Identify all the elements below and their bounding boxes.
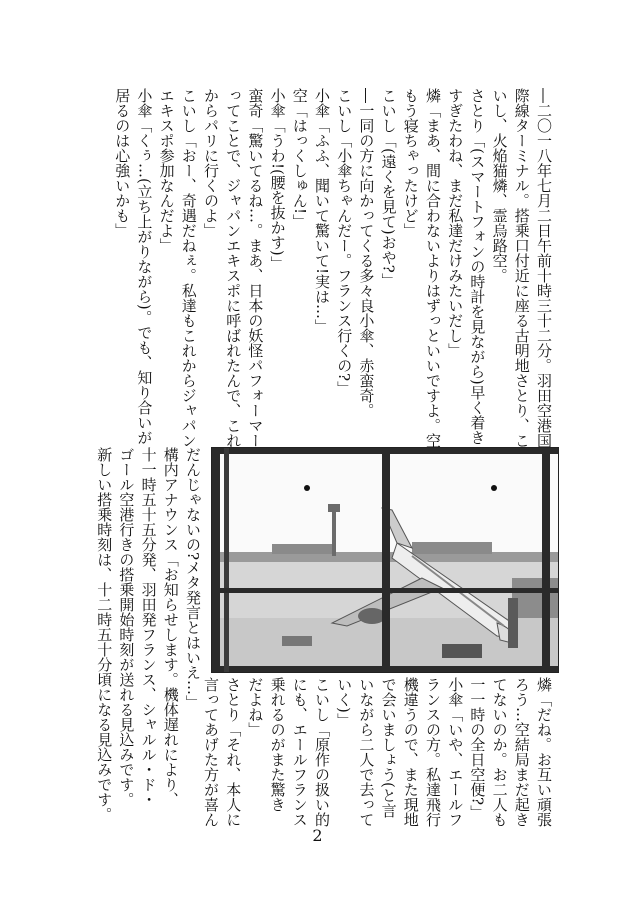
text-column: 蛮奇「驚いてるね…。まあ、日本の妖怪パフォーマー [246, 88, 265, 448]
text-column: こいし「小傘ちゃんだー。フランス行くの?」 [335, 88, 354, 397]
text-column: ろう…空結局まだ起き [512, 677, 531, 827]
text-column: 言ってあげた方が喜ん [202, 677, 220, 827]
text-column: ―一同の方に向かってくる多々良小傘、赤蛮奇。 [357, 88, 376, 418]
text-column: だんじゃないの?メタ発言とはいえ…」 [184, 447, 202, 711]
text-column: すぎたわね、まだ私達だけみたいだし」 [446, 88, 465, 358]
text-column: いし、火焔猫燐、霊烏路空。 [490, 88, 509, 283]
text-column: 空「はっくしゅん!」 [290, 88, 309, 230]
text-column: エキスポ参加なんだよ」 [157, 88, 176, 253]
text-column: 乗れるのがまた驚き [268, 677, 287, 812]
page-number: 2 [312, 826, 323, 845]
text-column: 小傘「うわ!(腰を抜かす)」 [268, 88, 287, 271]
text-column: 機違うので、また現地 [401, 677, 420, 827]
text-column: 小傘「ふふ、聞いて驚いて!実は…」 [313, 88, 331, 335]
text-column: 燐「だね。お互い頑張 [535, 677, 553, 827]
airplane-image [212, 448, 558, 672]
text-column: こいし「おー、奇遇だねぇ。私達もこれからジャパン [179, 88, 198, 448]
text-column: 居るのは心強いかも」 [113, 88, 132, 238]
text-column: だよね」 [246, 677, 265, 737]
text-column: ゴール空港行きの搭乗開始時刻が送れる見込みです。 [117, 447, 136, 807]
text-column: で会いましょう(と言 [379, 677, 398, 818]
airport-window-photo [211, 447, 559, 673]
text-column: にも、エールフランス [290, 677, 309, 827]
text-column: さとり「それ、本人に [224, 677, 243, 827]
text-column: 十一時五十五分発、羽田発フランス、シャルル・ド・ [139, 447, 158, 807]
text-column: もう寝ちゃったけど」 [401, 88, 420, 238]
text-column: いながら二人で去って [357, 677, 376, 827]
text-column: 燐「まあ、間に合わないよりはずっといいですよ。空 [424, 88, 442, 448]
text-column: こいし「(遠くを見て)おや?」 [379, 88, 398, 288]
text-column: てないのか。お二人も [490, 677, 509, 827]
text-column: 小傘「くぅ…(立ち上がりながら)。でも、知り合いが [135, 88, 154, 445]
text-column: 構内アナウンス「お知らせします。機体遅れにより、 [161, 447, 180, 807]
text-column: 一一時の全日空便?」 [468, 677, 487, 821]
text-column: こいし「原作の扱い的 [313, 677, 331, 827]
text-column: 新しい搭乗時刻は、十二時五十分頃になる見込みです。 [95, 447, 114, 822]
text-column: ―二〇一八年七月二日午前十時三十二分。羽田空港国 [535, 88, 553, 448]
text-column: さとり「(スマートフォンの時計を見ながら)早く着き [468, 88, 487, 445]
text-column: からパリに行くのよ」 [202, 88, 220, 238]
text-column: 小傘「いや、エールフ [446, 677, 465, 827]
text-column: いく)」 [335, 677, 354, 728]
text-column: ってことで、ジャパンエキスポに呼ばれたんで、これ [224, 88, 243, 448]
text-column: ランスの方。私達飛行 [424, 677, 442, 827]
text-column: 際線ターミナル。搭乗口付近に座る古明地さとり、こ [512, 88, 531, 448]
